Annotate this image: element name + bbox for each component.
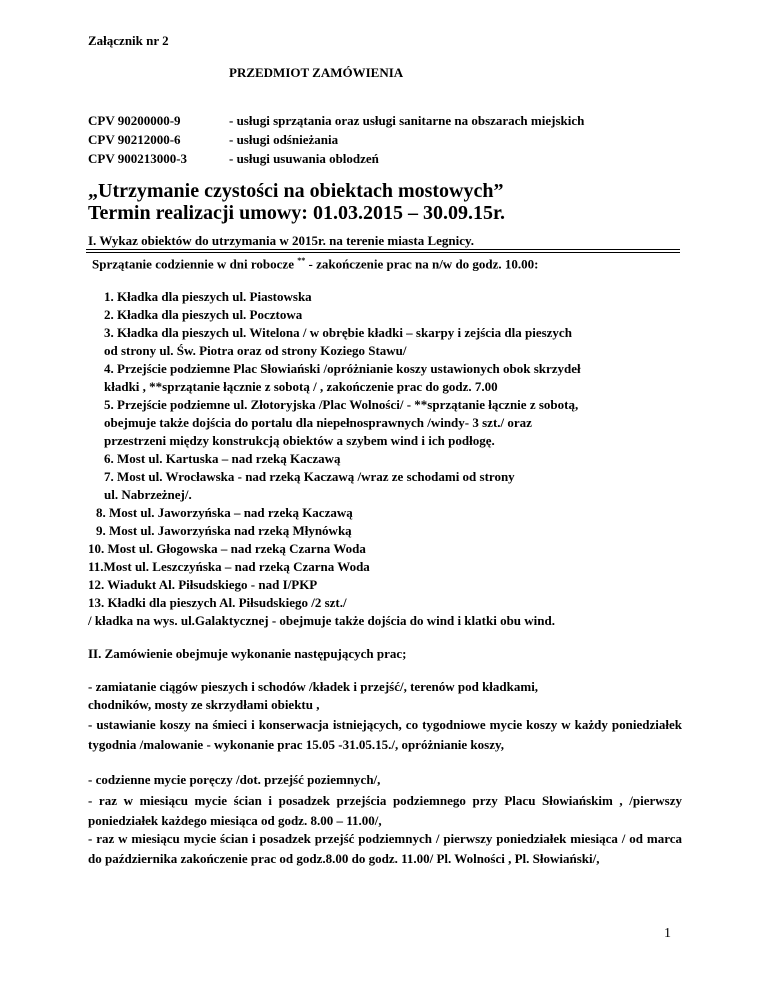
document-title: „Utrzymanie czystości na obiektach mostowych” — [88, 180, 504, 202]
section-2-heading: II. Zamówienie obejmuje wykonanie następujących prac; — [88, 646, 407, 661]
cpv-code-2: CPV 90212000-6 — [88, 132, 181, 147]
work-item: - zamiatanie ciągów pieszych i schodów /kładek i przejść/, terenów pod kładkami, — [88, 679, 539, 694]
heading-rule-bottom — [86, 252, 680, 253]
section-1-subheading — [92, 256, 539, 272]
subheading-footnote-mark: ** — [297, 256, 306, 265]
list-item: 1. Kładka dla pieszych ul. Piastowska — [104, 289, 312, 304]
work-item: - raz w miesiącu mycie ścian i posadzek przejść podziemnych / pierwszy poniedziałek miesiąca / od marca do października zakończenie prac od godz.8.00 do godz. 11.00/ Pl. Wolności , Pl. Słowiański/, — [88, 831, 682, 866]
contract-term: Termin realizacji umowy: 01.03.2015 – 30.09.15r. — [88, 202, 506, 224]
list-item: 6. Most ul. Kartuska – nad rzeką Kaczawą — [104, 451, 341, 466]
cpv-desc-2: - usługi odśnieżania — [229, 132, 339, 147]
work-item: - raz w miesiącu mycie ścian i posadzek przejścia podziemnego przy Placu Słowiańskim , /pierwszy poniedziałek każdego miesiąca od godz. 8.00 – 11.00/, — [88, 793, 682, 828]
list-item: 11.Most ul. Leszczyńska – nad rzeką Czarna Woda — [88, 559, 370, 574]
list-item: 2. Kładka dla pieszych ul. Pocztowa — [104, 307, 303, 322]
list-item: 9. Most ul. Jaworzyńska nad rzeką Młynówką — [96, 523, 352, 538]
list-item: / kładka na wys. ul.Galaktycznej - obejmuje także dojścia do wind i klatki obu wind. — [88, 613, 555, 628]
section-1-heading: I. Wykaz obiektów do utrzymania w 2015r. na terenie miasta Legnicy. — [88, 233, 475, 248]
cpv-code-3: CPV 900213000-3 — [88, 151, 188, 166]
list-item: 12. Wiadukt Al. Piłsudskiego - nad I/PKP — [88, 577, 318, 592]
list-item: 3. Kładka dla pieszych ul. Witelona / w obrębie kładki – skarpy i zejścia dla pieszych — [104, 325, 572, 340]
cpv-code-1: CPV 90200000-9 — [88, 113, 181, 128]
list-item: ul. Nabrzeżnej/. — [104, 487, 192, 502]
list-item: 7. Most ul. Wrocławska - nad rzeką Kaczawą /wraz ze schodami od strony — [104, 469, 515, 484]
cpv-desc-1: - usługi sprzątania oraz usługi sanitarne na obszarach miejskich — [229, 113, 585, 128]
page-number: 1 — [664, 926, 671, 941]
list-item: kładki , **sprzątanie łącznie z sobotą / , zakończenie prac do godz. 7.00 — [104, 379, 498, 394]
list-item: obejmuje także dojścia do portalu dla niepełnosprawnych /windy- 3 szt./ oraz — [104, 415, 532, 430]
list-item: 5. Przejście podziemne ul. Złotoryjska /Plac Wolności/ - **sprzątanie łącznie z sobotą, — [104, 397, 579, 412]
subheading-deadline: - zakończenie prac na n/w do godz. 10.00: — [305, 256, 539, 272]
list-item: 4. Przejście podziemne Plac Słowiański /opróżnianie koszy ustawionych obok skrzydeł — [104, 361, 581, 376]
subheading-text: Sprzątanie codziennie w dni robocze — [92, 256, 294, 272]
work-item: - codzienne mycie poręczy /dot. przejść poziemnych/, — [88, 772, 381, 787]
subject-heading: PRZEDMIOT ZAMÓWIENIA — [229, 65, 404, 80]
list-item: 13. Kładki dla pieszych Al. Piłsudskiego /2 szt./ — [88, 595, 347, 610]
attachment-label: Załącznik nr 2 — [88, 33, 169, 48]
work-item: - ustawianie koszy na śmieci i konserwacja istniejących, co tygodniowe mycie koszy w każdy poniedziałek tygodnia /malowanie - wykonanie prac 15.05 -31.05.15./, opróżnianie koszy, — [88, 717, 682, 752]
cpv-desc-3: - usługi usuwania oblodzeń — [229, 151, 379, 166]
work-item: chodników, mosty ze skrzydłami obiektu , — [88, 697, 320, 712]
list-item: 8. Most ul. Jaworzyńska – nad rzeką Kaczawą — [96, 505, 353, 520]
list-item: przestrzeni między konstrukcją obiektów a szybem wind i ich podłogę. — [104, 433, 495, 448]
heading-rule-top — [86, 249, 680, 250]
list-item: 10. Most ul. Głogowska – nad rzeką Czarna Woda — [88, 541, 366, 556]
list-item: od strony ul. Św. Piotra oraz od strony Koziego Stawu/ — [104, 343, 407, 358]
